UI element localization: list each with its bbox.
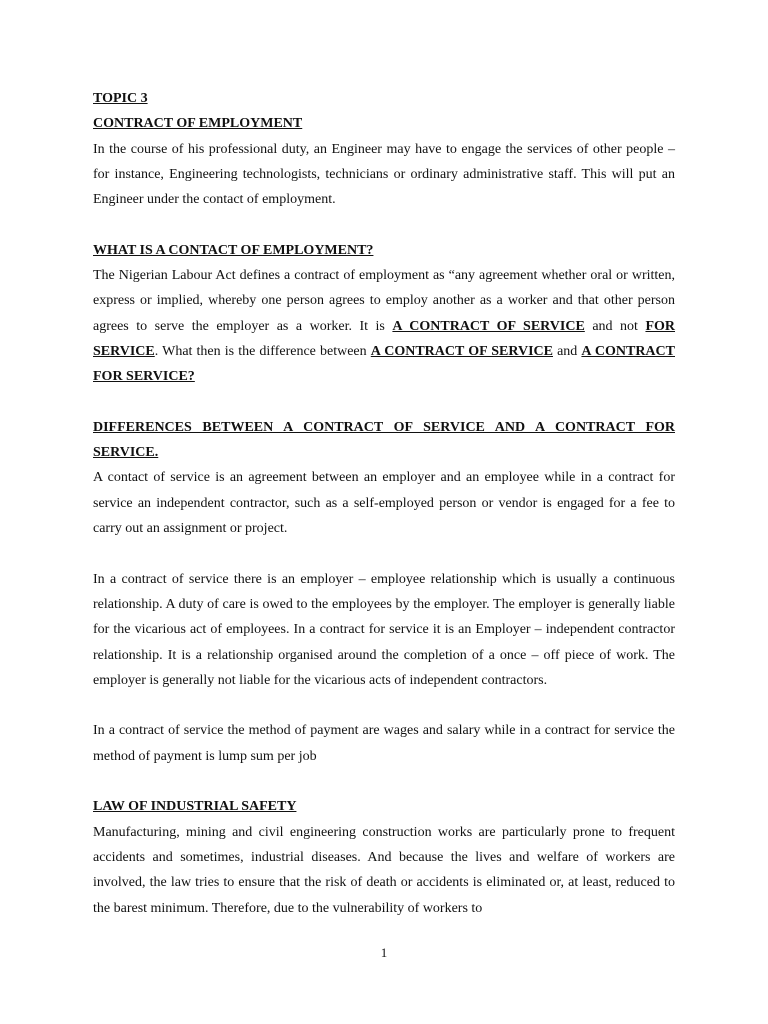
section-heading-definition: WHAT IS A CONTACT OF EMPLOYMENT? bbox=[93, 242, 374, 258]
page-number: 1 bbox=[380, 945, 388, 960]
definition-text-1: The Nigerian Labour Act defines a contract of employment as “any agreement whether oral or written, express or implied, whereby one person agrees to employ another as a worker and that other person agrees to serve the employer as a worker. It is bbox=[93, 268, 675, 334]
spacer bbox=[93, 693, 675, 718]
emphasis-contract-of-service-2: A CONTRACT OF SERVICE bbox=[370, 343, 553, 359]
emphasis-for-service: FOR SERVICE bbox=[93, 318, 676, 359]
differences-paragraph-3: In a contract of service the method of payment are wages and salary while in a contract for service the method of payment is lump sum per job bbox=[93, 723, 675, 764]
spacer bbox=[93, 769, 675, 794]
definition-text-2: and not bbox=[584, 318, 646, 334]
section-heading-differences: DIFFERENCES BETWEEN A CONTRACT OF SERVICE AND A CONTRACT FOR SERVICE. bbox=[93, 419, 675, 461]
differences-paragraph-1: A contact of service is an agreement between an employer and an employee while in a contract for service an independent contractor, such as a self-employed person or vendor is engaged for a fee to carry out an assignment or project. bbox=[93, 470, 675, 537]
document-page bbox=[93, 86, 675, 921]
emphasis-contract-for-service: A CONTRACT FOR SERVICE? bbox=[93, 343, 675, 385]
definition-paragraph bbox=[93, 263, 675, 389]
industrial-safety-paragraph: Manufacturing, mining and civil engineering construction works are particularly prone to frequent accidents and sometimes, industrial diseases. And because the lives and welfare of workers are involved, the law tries to ensure that the risk of death or accidents is eliminated or, at least, reduced to the barest minimum. Therefore, due to the vulnerability of workers to bbox=[93, 824, 675, 916]
section-heading-industrial-safety: LAW OF INDUSTRIAL SAFETY bbox=[93, 799, 297, 815]
emphasis-contract-of-service: A CONTRACT OF SERVICE bbox=[392, 318, 585, 334]
intro-paragraph: In the course of his professional duty, an Engineer may have to engage the services of other people – for instance, Engineering technologists, technicians or ordinary administrative staff. This will put an Engineer under the contact of employment. bbox=[93, 141, 675, 208]
differences-paragraph-2: In a contract of service there is an employer – employee relationship which is usually a continuous relationship. A duty of care is owed to the employees by the employer. The employer is generally liable for the vicarious act of employees. In a contract for service it is an Employer – independent contractor relationship. It is a relationship organised around the completion of a once – off piece of work. The employer is generally not liable for the vicarious acts of independent contractors. bbox=[93, 571, 675, 688]
spacer bbox=[93, 390, 675, 415]
spacer bbox=[93, 212, 675, 237]
definition-text-3: . What then is the difference between bbox=[154, 343, 371, 359]
definition-text-4: and bbox=[552, 343, 582, 359]
document-title: CONTRACT OF EMPLOYMENT bbox=[93, 116, 303, 132]
spacer bbox=[93, 541, 675, 566]
topic-label: TOPIC 3 bbox=[93, 91, 148, 106]
